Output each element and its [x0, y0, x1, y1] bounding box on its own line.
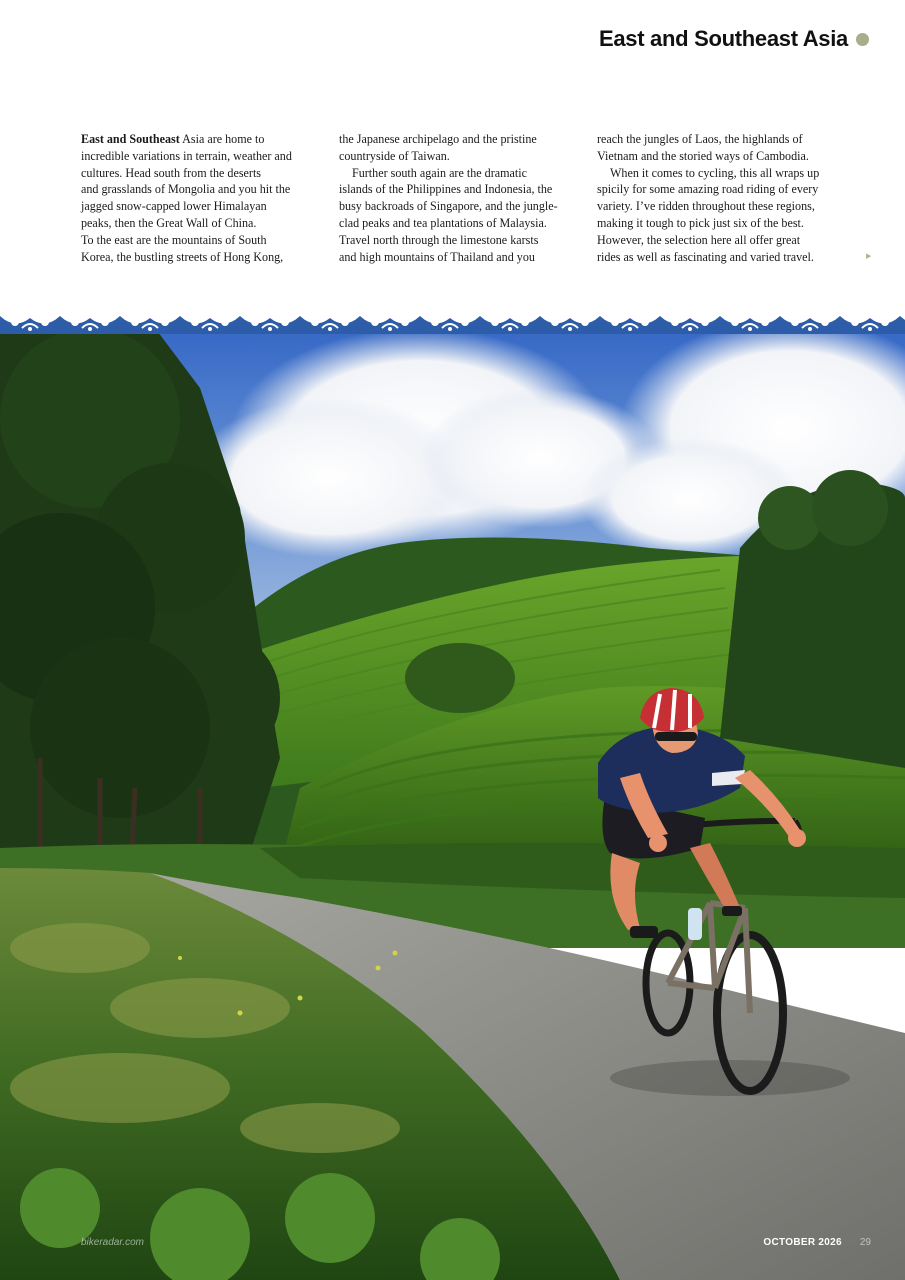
col3-line-8: rides as well as fascinating and varied travel. — [597, 249, 814, 264]
col3-line-2: Vietnam and the storied ways of Cambodia. — [597, 148, 809, 163]
col3-line-1: reach the jungles of Laos, the highlands of — [597, 132, 803, 146]
col1-line-5: jagged snow-capped lower Himalayan — [81, 199, 267, 214]
col2-line-1: the Japanese archipelago and the pristine — [339, 132, 537, 146]
photo-illustration — [0, 308, 905, 1280]
col2-line-8: and high mountains of Thailand and you — [339, 249, 535, 264]
article-column-1 — [81, 131, 327, 265]
col1-line-6: peaks, then the Great Wall of China. — [81, 215, 257, 230]
issue-footer — [763, 1237, 871, 1248]
col3-line-6: making it tough to pick just six of the best. — [597, 215, 804, 230]
col2-line-3: Further south again are the dramatic — [352, 165, 527, 180]
section-dot-icon — [856, 33, 869, 46]
col3-line-5: variety. I’ve ridden throughout these regions, — [597, 199, 815, 214]
end-of-text-arrow-icon: ▶ — [866, 252, 872, 260]
page-number: 29 — [859, 1237, 871, 1248]
col2-line-7: Travel north through the limestone karsts — [339, 232, 539, 247]
article-column-3 — [597, 131, 843, 265]
col3-line-7: However, the selection here all offer great — [597, 232, 801, 247]
col2-line-6: clad peaks and tea plantations of Malaysia. — [339, 215, 547, 230]
col3-line-3: When it comes to cycling, this all wraps up — [610, 165, 820, 180]
section-title-text: East and Southeast Asia — [598, 26, 848, 51]
col3-line-4: spicily for some amazing road riding of every — [597, 182, 819, 197]
col2-line-4: islands of the Philippines and Indonesia, the — [339, 182, 553, 197]
website-footer: bikeradar.com — [81, 1237, 144, 1248]
section-title — [599, 26, 869, 52]
col1-line-1-text: Asia are home to — [179, 132, 265, 146]
col1-line-7: To the east are the mountains of South — [81, 232, 267, 247]
article-column-2 — [339, 131, 585, 265]
col2-line-5: busy backroads of Singapore, and the jungle- — [339, 199, 558, 214]
col1-line-1 — [81, 131, 327, 148]
col2-line-2: countryside of Taiwan. — [339, 148, 450, 163]
issue-date: OCTOBER 2026 — [763, 1237, 842, 1248]
col1-line-2: incredible variations in terrain, weather and — [81, 148, 292, 163]
lead-bold: East and Southeast — [81, 132, 180, 146]
col1-line-4: and grasslands of Mongolia and you hit the — [81, 182, 291, 197]
col1-line-3: cultures. Head south from the deserts — [81, 165, 262, 180]
col1-line-8: Korea, the bustling streets of Hong Kong, — [81, 249, 284, 264]
hero-photo — [0, 308, 905, 1280]
article-body — [81, 131, 845, 265]
